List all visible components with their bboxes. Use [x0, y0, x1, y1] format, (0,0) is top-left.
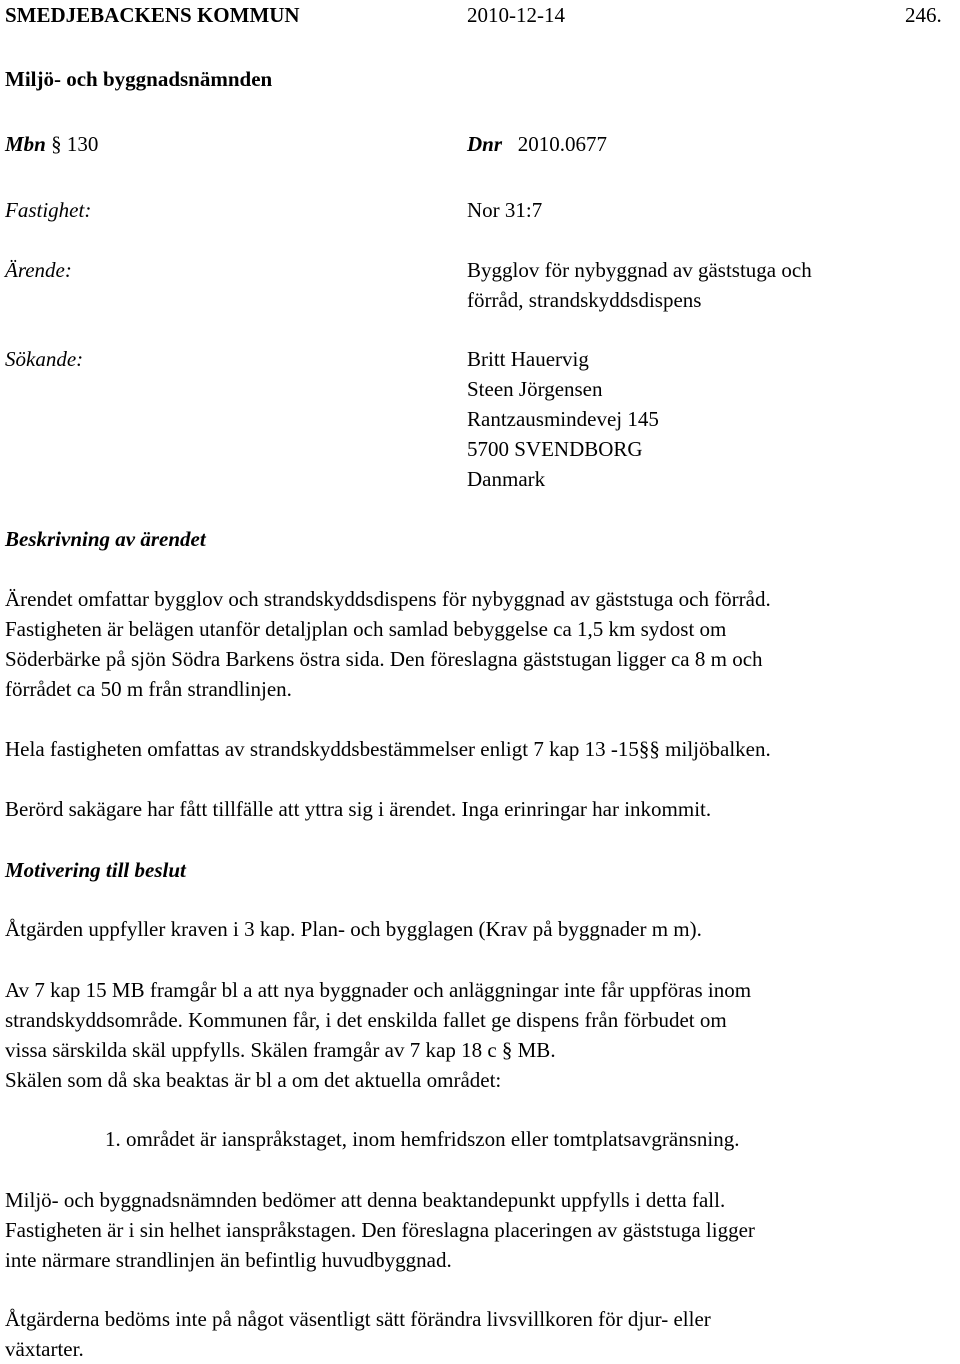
sokande-line: 5700 SVENDBORG — [467, 437, 643, 461]
strandskydd-paragraph: Hela fastigheten omfattas av strandskyddsbestämmelser enligt 7 kap 13 -15§§ miljöbalken. — [5, 737, 771, 761]
sakagare-paragraph: Berörd sakägare har fått tillfälle att yttra sig i ärendet. Inga erinringar har inkommit. — [5, 797, 712, 821]
description-line: Ärendet omfattar bygglov och strandskyddsdispens för nybyggnad av gäststuga och förråd. — [5, 587, 771, 611]
conclusion-line: Åtgärderna bedöms inte på något väsentligt sätt förändra livsvillkoren för djur- eller — [5, 1307, 711, 1331]
sokande-line: Danmark — [467, 467, 546, 491]
description-heading: Beskrivning av ärendet — [5, 527, 206, 551]
mbn-reference — [5, 129, 98, 159]
arende-line: förråd, strandskyddsdispens — [467, 288, 702, 312]
fastighet-label: Fastighet: — [5, 198, 92, 222]
sokande-line: Britt Hauervig — [467, 347, 589, 371]
fastighet-value: Nor 31:7 — [467, 198, 543, 222]
municipality-name: SMEDJEBACKENS KOMMUN — [5, 3, 300, 27]
arende-label: Ärende: — [5, 258, 72, 282]
sokande-line: Steen Jörgensen — [467, 377, 603, 401]
mbn-label: Mbn — [5, 132, 46, 156]
list-item: 1. området är ianspråkstaget, inom hemfridszon eller tomtplatsavgränsning. — [105, 1127, 740, 1151]
assessment-line: Miljö- och byggnadsnämnden bedömer att denna beaktandepunkt uppfylls i detta fall. — [5, 1188, 726, 1212]
arende-line: Bygglov för nybyggnad av gäststuga och — [467, 258, 812, 282]
motivation-line: vissa särskilda skäl uppfylls. Skälen framgår av 7 kap 18 c § MB. — [5, 1038, 556, 1062]
assessment-line: Fastigheten är i sin helhet ianspråkstagen. Den föreslagna placeringen av gäststuga ligger — [5, 1218, 755, 1242]
motivation-heading: Motivering till beslut — [5, 858, 186, 882]
sokande-line: Rantzausmindevej 145 — [467, 407, 659, 431]
arende-value — [467, 255, 812, 315]
assessment-line: inte närmare strandlinjen än befintlig huvudbyggnad. — [5, 1248, 452, 1272]
description-line: Fastigheten är belägen utanför detaljplan och samlad bebyggelse ca 1,5 km sydost om — [5, 617, 727, 641]
sokande-label: Sökande: — [5, 347, 84, 371]
motivation-line: strandskyddsområde. Kommunen får, i det enskilda fallet ge dispens från förbudet om — [5, 1008, 727, 1032]
dnr-value: 2010.0677 — [517, 132, 608, 156]
sokande-address — [467, 344, 659, 494]
dnr-reference — [467, 129, 607, 159]
description-line: förrådet ca 50 m från strandlinjen. — [5, 677, 292, 701]
board-name: Miljö- och byggnadsnämnden — [5, 67, 273, 91]
mbn-value: § 130 — [51, 132, 99, 156]
conclusion-line: växtarter. — [5, 1337, 84, 1361]
motivation-line: Skälen som då ska beaktas är bl a om det aktuella området: — [5, 1068, 502, 1092]
page-number: 246. — [905, 3, 942, 27]
motivation-line: Av 7 kap 15 MB framgår bl a att nya byggnader och anläggningar inte får uppföras inom — [5, 978, 752, 1002]
meeting-date: 2010-12-14 — [467, 3, 565, 27]
dnr-label: Dnr — [467, 132, 503, 156]
motivation-paragraph: Åtgärden uppfyller kraven i 3 kap. Plan- och bygglagen (Krav på byggnader m m). — [5, 917, 702, 941]
description-line: Söderbärke på sjön Södra Barkens östra sida. Den föreslagna gäststugan ligger ca 8 m och — [5, 647, 763, 671]
